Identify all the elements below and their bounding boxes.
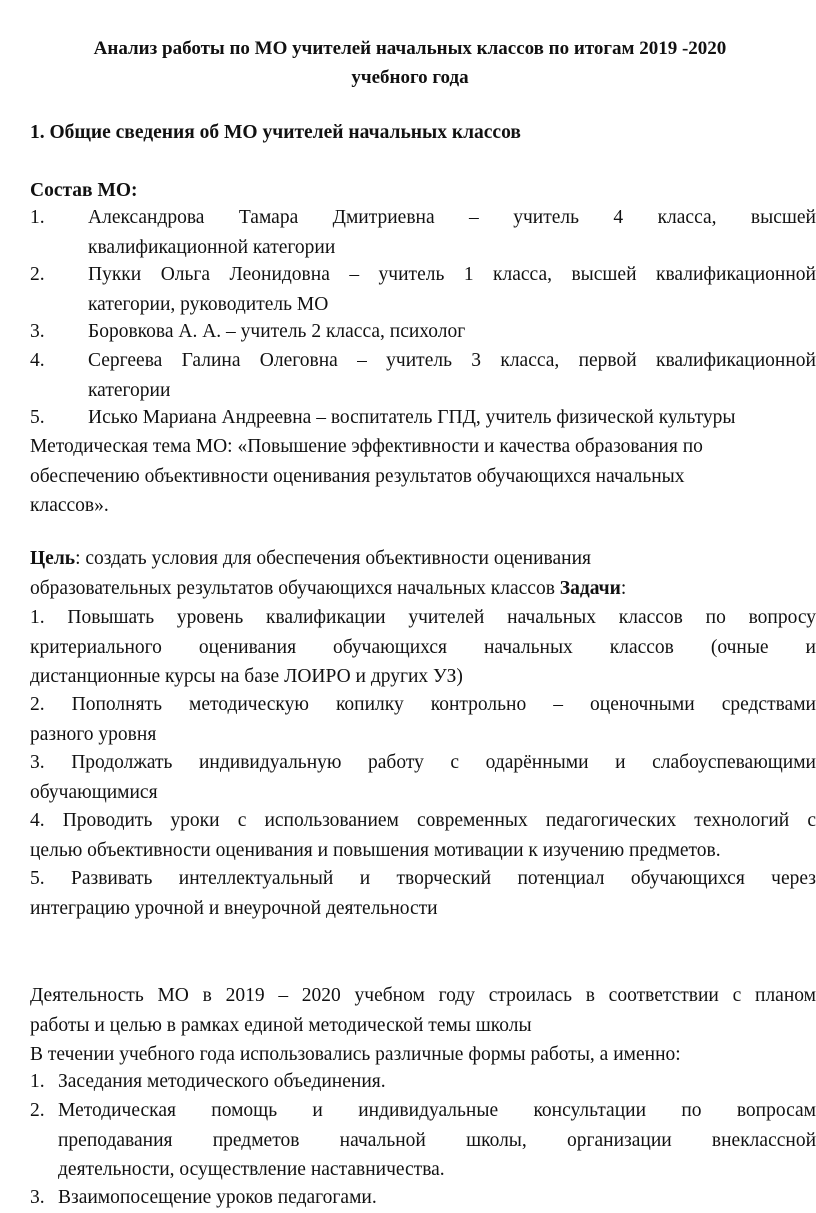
members-heading: Состав МО: — [30, 180, 138, 201]
form-text-line: Взаимопосещение уроков педагогами. — [58, 1187, 377, 1208]
member-text-line: Исько Мариана Андреевна – воспитатель ГПД, учитель физической культуры — [88, 407, 736, 428]
task-item — [30, 603, 816, 692]
task-item — [30, 748, 816, 807]
task-item — [30, 864, 816, 923]
title-line-1: Анализ работы по МО учителей начальных классов по итогам 2019 -2020 — [93, 38, 727, 59]
tasks-label: Задачи — [559, 577, 621, 599]
goal-paragraph — [30, 544, 816, 603]
method-theme — [30, 432, 790, 521]
task-line: дистанционные курсы на базе ЛОИРО и других УЗ) — [30, 666, 463, 687]
task-line: 2. Пополнять методическую копилку контрольно – оценочными средствами — [30, 694, 816, 715]
member-number: 5. — [30, 407, 45, 428]
form-text-line: преподавания предметов начальной школы, организации внеклассной — [58, 1129, 816, 1151]
title-line-2: учебного года — [351, 67, 469, 88]
form-text-line: Методическая помощь и индивидуальные консультации по вопросам — [58, 1100, 816, 1121]
member-text-line: Александрова Тамара Дмитриевна – учитель 4 класса, высшей — [88, 207, 816, 228]
activity-line: Деятельность МО в 2019 – 2020 учебном году строилась в соответствии с планом — [30, 985, 816, 1006]
goal-text-line2: образовательных результатов обучающихся начальных классов — [30, 577, 560, 599]
member-text-line: Боровкова А. А. – учитель 2 класса, психолог — [88, 321, 466, 342]
task-line: 1. Повышать уровень квалификации учителей начальных классов по вопросу — [30, 607, 816, 628]
member-text-line: категории — [88, 379, 171, 401]
member-text-line: Пукки Ольга Леонидовна – учитель 1 класса, высшей квалификационной — [88, 264, 816, 285]
form-number: 1. — [30, 1071, 45, 1092]
task-item — [30, 690, 816, 749]
member-number: 1. — [30, 207, 45, 228]
task-line: критериального оценивания обучающихся начальных классов (очные и — [30, 636, 816, 658]
member-text-line: категории, руководитель МО — [88, 293, 329, 315]
goal-text: : создать условия для обеспечения объективности оценивания — [75, 548, 591, 569]
task-line: целью объективности оценивания и повышения мотивации к изучению предметов. — [30, 839, 721, 861]
form-number: 3. — [30, 1187, 45, 1208]
activity-paragraph — [30, 981, 816, 1070]
task-line: обучающимися — [30, 781, 158, 803]
method-theme-line: классов». — [30, 495, 109, 516]
task-item — [30, 806, 816, 865]
activity-line: работы и целью в рамках единой методической темы школы — [30, 1014, 532, 1036]
member-number: 3. — [30, 321, 45, 342]
activity-line: В течении учебного года использовались различные формы работы, а именно: — [30, 1044, 681, 1065]
tasks-colon: : — [620, 577, 627, 599]
task-line: 3. Продолжать индивидуальную работу с одарёнными и слабоуспевающими — [30, 752, 816, 773]
member-number: 4. — [30, 350, 45, 371]
form-text-line: Заседания методического объединения. — [58, 1071, 386, 1092]
form-text-line: деятельности, осуществление наставничества. — [58, 1159, 445, 1180]
task-line: интеграцию урочной и внеурочной деятельности — [30, 897, 438, 919]
member-number: 2. — [30, 264, 45, 285]
goal-label: Цель — [30, 548, 76, 569]
document-title — [30, 34, 790, 92]
member-text-line: Сергеева Галина Олеговна – учитель 3 класса, первой квалификационной — [88, 350, 816, 371]
method-theme-line: Методическая тема МО: «Повышение эффективности и качества образования по — [30, 436, 703, 457]
form-number: 2. — [30, 1100, 45, 1121]
method-theme-line: обеспечению объективности оценивания результатов обучающихся начальных — [30, 465, 685, 487]
task-line: разного уровня — [30, 723, 157, 745]
task-line: 4. Проводить уроки с использованием современных педагогических технологий с — [30, 810, 816, 831]
section-heading: 1. Общие сведения об МО учителей начальных классов — [30, 122, 521, 143]
member-text-line: квалификационной категории — [88, 236, 336, 258]
task-line: 5. Развивать интеллектуальный и творческий потенциал обучающихся через — [30, 868, 816, 889]
